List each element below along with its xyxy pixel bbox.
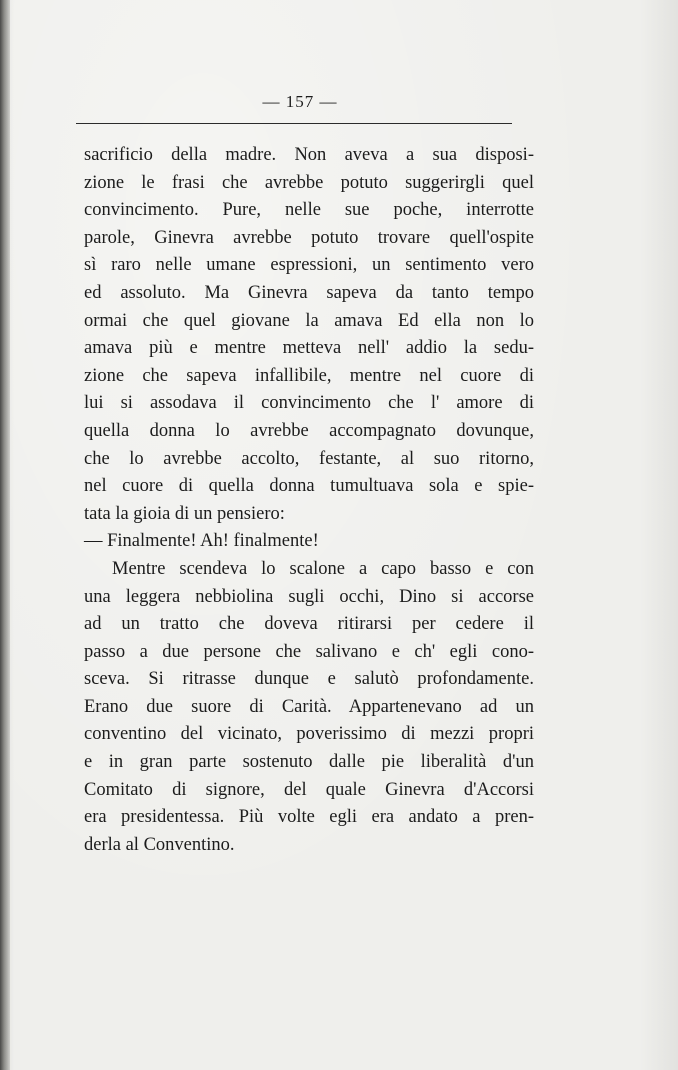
text-line: sceva. Si ritrasse dunque e salutò profondamente. bbox=[84, 669, 534, 690]
body-text bbox=[84, 142, 534, 859]
page-number: — 157 — bbox=[262, 92, 338, 111]
text-line: amava più e mentre metteva nell' addio la sedu- bbox=[84, 338, 534, 359]
text-line: — Finalmente! Ah! finalmente! bbox=[84, 531, 319, 552]
text-line: ed assoluto. Ma Ginevra sapeva da tanto tempo bbox=[84, 282, 534, 303]
text-line: era presidentessa. Più volte egli era andato a pren- bbox=[84, 807, 534, 828]
text-line: che lo avrebbe accolto, festante, al suo ritorno, bbox=[84, 448, 534, 469]
text-line: tata la gioia di un pensiero: bbox=[84, 503, 285, 524]
text-line: Erano due suore di Carità. Appartenevano ad un bbox=[84, 696, 534, 717]
page-binding-edge bbox=[0, 0, 10, 1070]
header-rule bbox=[76, 123, 512, 124]
text-line: conventino del vicinato, poverissimo di mezzi propri bbox=[84, 724, 534, 745]
text-line: e in gran parte sostenuto dalle pie liberalità d'un bbox=[84, 752, 534, 773]
text-line: parole, Ginevra avrebbe potuto trovare quell'ospite bbox=[84, 227, 534, 248]
text-line: passo a due persone che salivano e ch' egli cono- bbox=[84, 641, 534, 662]
text-line: ad un tratto che doveva ritirarsi per cedere il bbox=[84, 614, 534, 635]
text-line: sì raro nelle umane espressioni, un sentimento vero bbox=[84, 255, 534, 276]
text-line: Mentre scendeva lo scalone a capo basso e con bbox=[112, 558, 534, 579]
text-line: una leggera nebbiolina sugli occhi, Dino si accorse bbox=[84, 586, 534, 607]
text-line: nel cuore di quella donna tumultuava sola e spie- bbox=[84, 476, 534, 497]
text-line: ormai che quel giovane la amava Ed ella non lo bbox=[84, 310, 534, 331]
text-line: lui si assodava il convincimento che l' amore di bbox=[84, 393, 534, 414]
text-line: sacrificio della madre. Non aveva a sua disposi- bbox=[84, 145, 534, 165]
text-line: zione che sapeva infallibile, mentre nel cuore di bbox=[84, 365, 534, 386]
text-line: quella donna lo avrebbe accompagnato dovunque, bbox=[84, 420, 534, 441]
text-line: Comitato di signore, del quale Ginevra d'Accorsi bbox=[84, 779, 534, 800]
text-line: convincimento. Pure, nelle sue poche, interrotte bbox=[84, 200, 534, 221]
text-line: derla al Conventino. bbox=[84, 834, 235, 855]
text-line: zione le frasi che avrebbe potuto suggerirgli quel bbox=[84, 172, 534, 193]
